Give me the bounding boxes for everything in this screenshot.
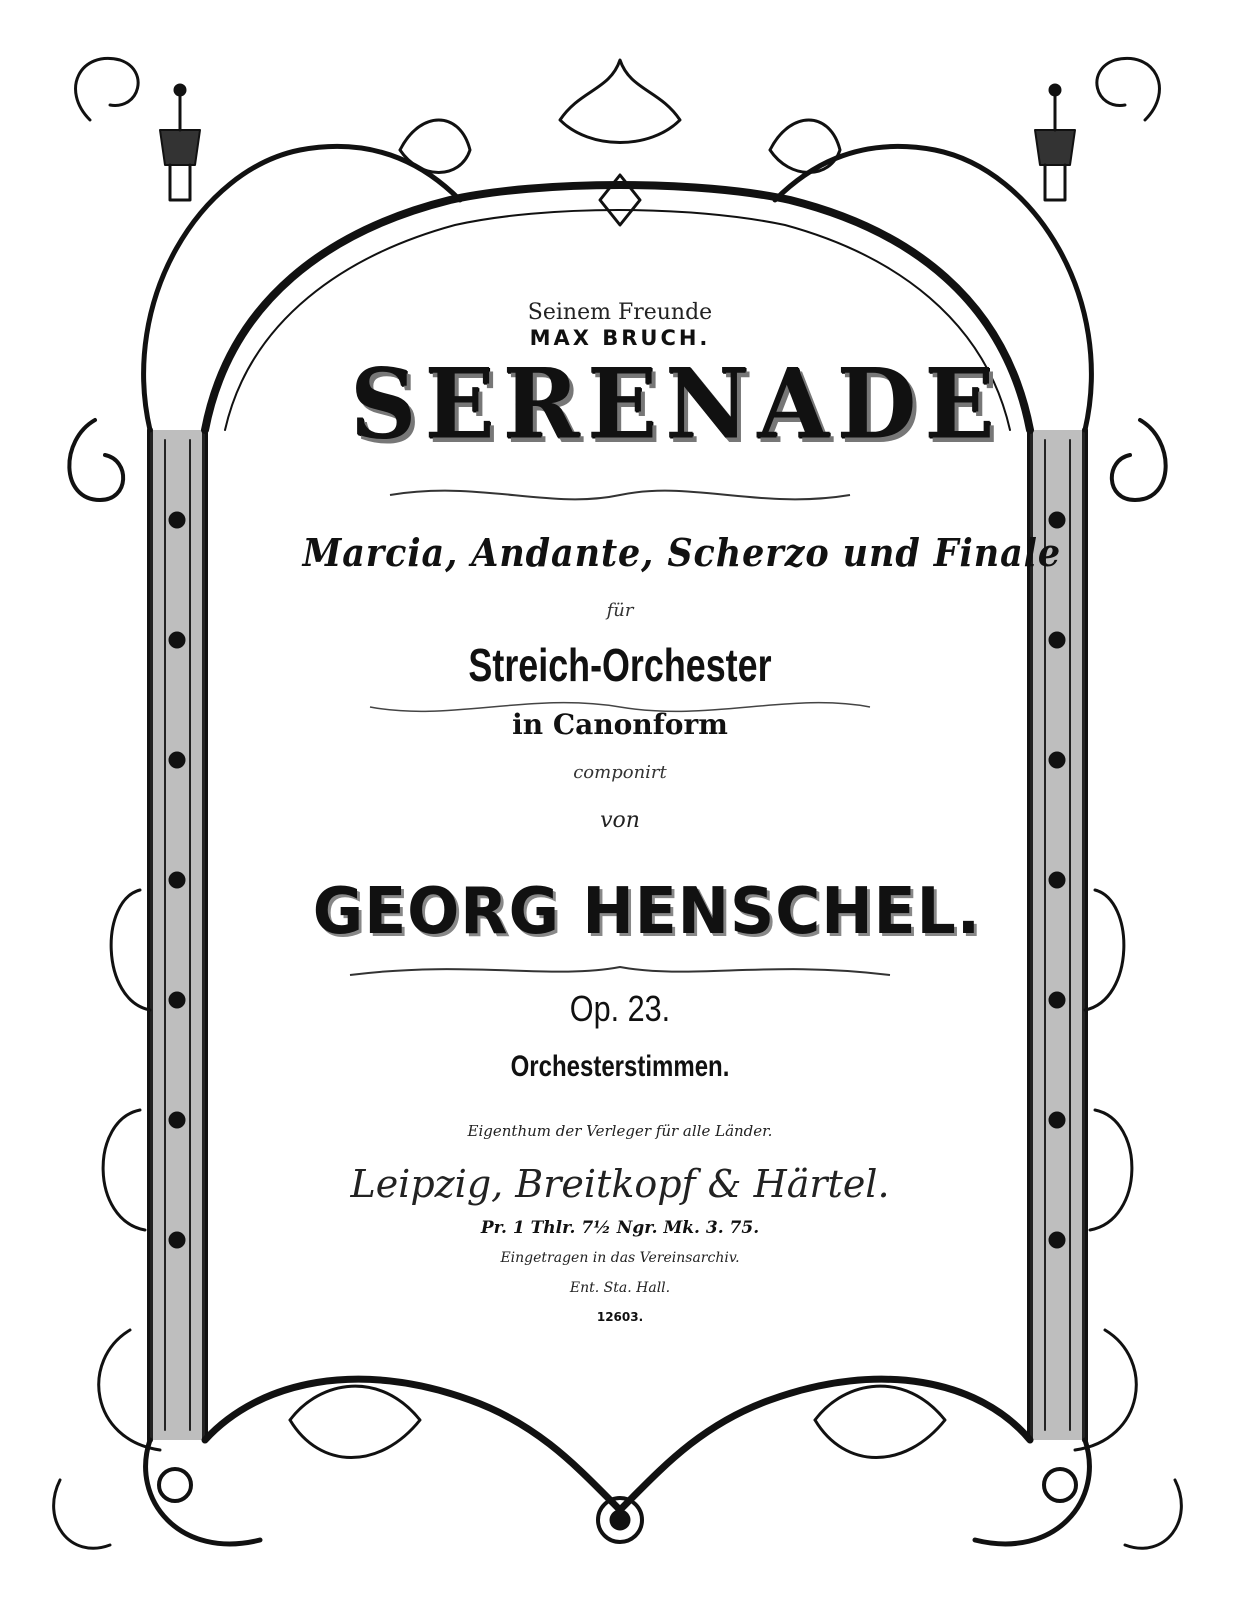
- title-flourish: [330, 480, 910, 510]
- parts-label: Orchesterstimmen.: [510, 1050, 730, 1083]
- composer-name: GEORG HENSCHEL.: [312, 875, 981, 949]
- main-title: SERENADE: [350, 347, 1003, 461]
- registration-notice: Eingetragen in das Vereinsarchiv.: [500, 1250, 740, 1266]
- by-label: von: [600, 808, 640, 833]
- publisher-imprint: Leipzig, Breitkopf & Härtel.: [350, 1162, 890, 1206]
- bottom-ornament: [146, 1379, 1090, 1544]
- movements-subtitle: Marcia, Andante, Scherzo und Finale: [302, 530, 1062, 575]
- title-block: [302, 300, 1062, 1350]
- left-pillar: [69, 420, 205, 1450]
- opus-number: Op. 23.: [569, 988, 671, 1029]
- dedicatee-name: MAX BRUCH.: [529, 326, 711, 350]
- price-line: Pr. 1 Thlr. 7½ Ngr. Mk. 3. 75.: [480, 1218, 760, 1238]
- dedication-line: Seinem Freunde: [527, 300, 713, 325]
- left-urn: [160, 84, 200, 200]
- composer-flourish: [330, 955, 910, 985]
- rights-notice: Eigenthum der Verleger für alle Länder.: [467, 1122, 773, 1140]
- right-urn: [1035, 84, 1075, 200]
- plate-number: 12603.: [596, 1310, 644, 1324]
- entry-notice: Ent. Sta. Hall.: [569, 1280, 671, 1296]
- ensemble-title: Streich-Orchester: [468, 639, 772, 691]
- form-subtitle: in Canonform: [512, 708, 728, 741]
- for-label: für: [606, 600, 634, 621]
- composed-label: componirt: [573, 762, 667, 783]
